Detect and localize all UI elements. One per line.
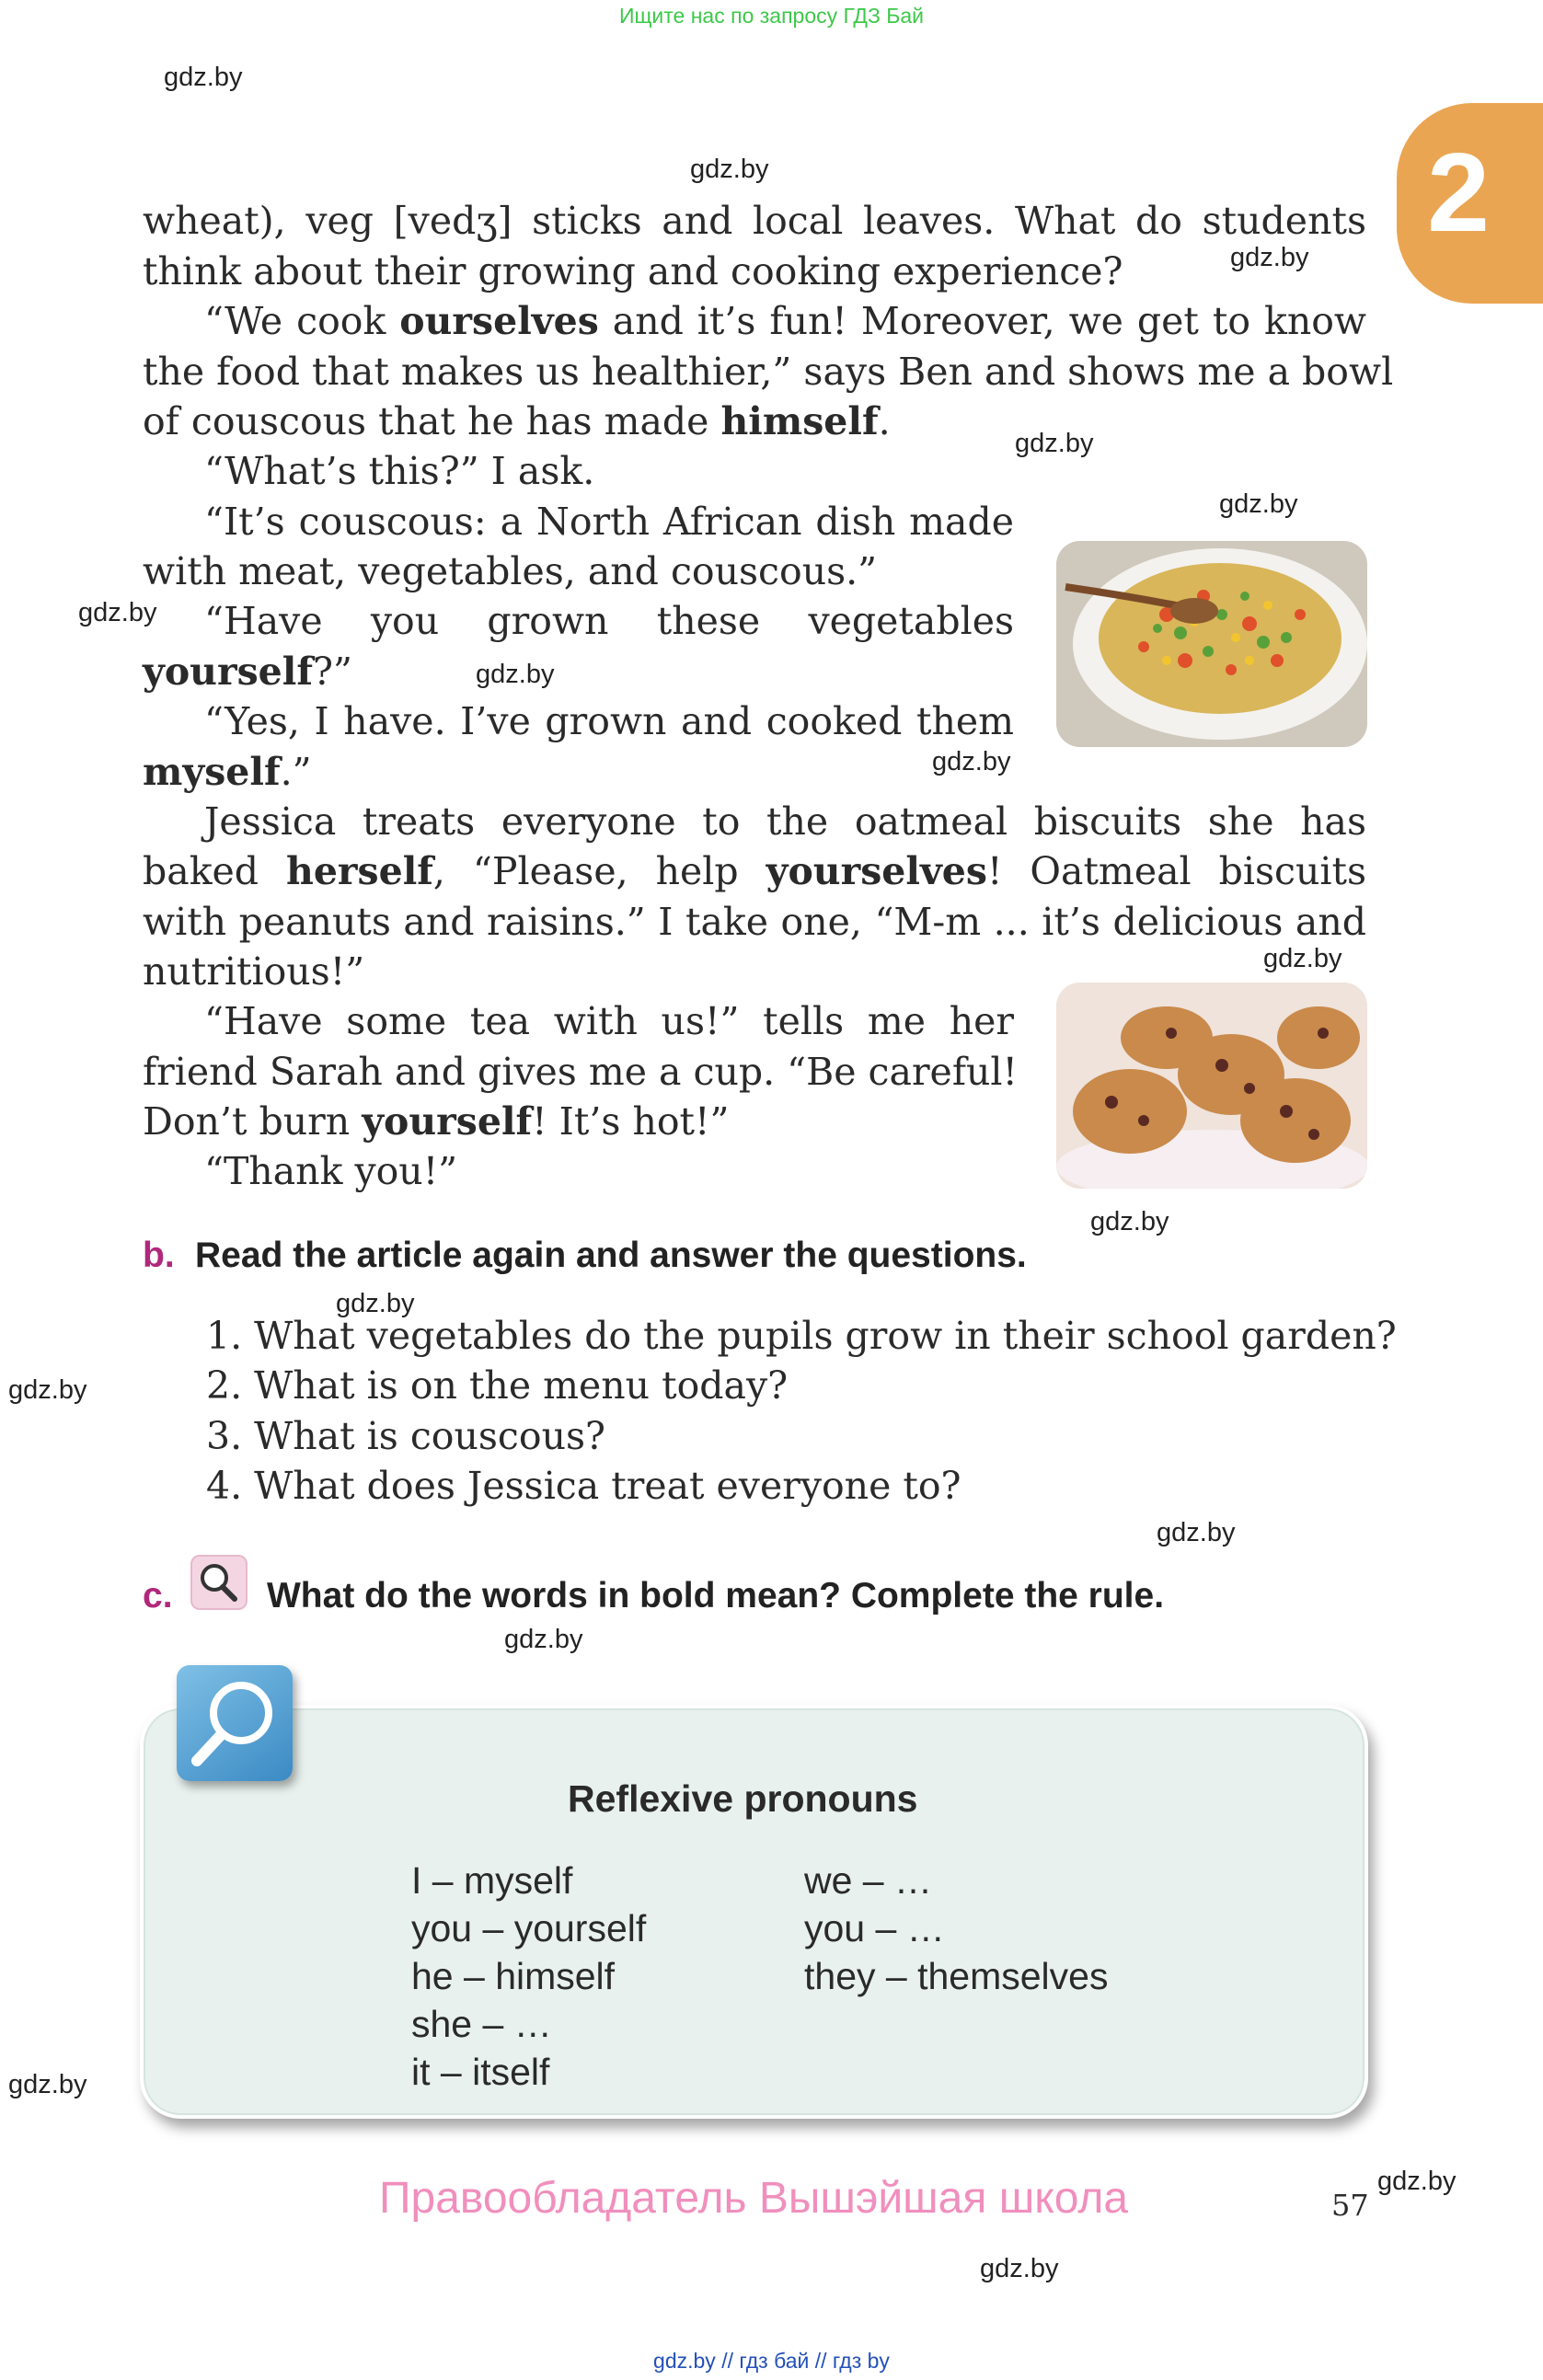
pronouns-left-column: [411, 1857, 646, 2096]
pronoun-row: she – …: [411, 2003, 552, 2045]
watermark: gdz.by: [336, 1289, 415, 1318]
article-line: Don’t burn yourself! It’s hot!”: [143, 1099, 730, 1144]
pronouns-right-column: [804, 1857, 1108, 2000]
watermark: gdz.by: [78, 598, 157, 627]
watermark: gdz.by: [1230, 243, 1309, 272]
article-line: “We cook ourselves and it’s fun! Moreover, we get to know: [204, 299, 1367, 343]
article-line: with meat, vegetables, and couscous.”: [143, 549, 878, 593]
article-line: “Yes, I have. I’ve grown and cooked them: [204, 699, 1014, 743]
watermark: gdz.by: [1219, 489, 1298, 519]
watermark: gdz.by: [932, 747, 1011, 776]
watermark: gdz.by: [1015, 429, 1094, 458]
copyright-text: Правообладатель Вышэйшая школа: [379, 2174, 1129, 2223]
rule-box: [140, 1705, 1368, 2119]
pronoun-row: we – …: [804, 1859, 932, 1902]
article-line: Jessica treats everyone to the oatmeal biscuits she has: [204, 799, 1366, 844]
pronoun-row: he – himself: [411, 1955, 616, 1997]
magnifier-icon: [177, 1665, 293, 1781]
watermark: gdz.by: [690, 155, 769, 184]
watermark: gdz.by: [1157, 1518, 1236, 1547]
top-banner[interactable]: Ищите нас по запросу ГДЗ Бай: [618, 4, 925, 28]
watermark: gdz.by: [8, 2070, 87, 2099]
article-line: “Have some tea with us!” tells me her: [204, 999, 1014, 1043]
article-line: baked herself, “Please, help yourselves! Oatmeal biscuits: [143, 849, 1367, 893]
article-line: “It’s couscous: a North African dish made: [204, 500, 1014, 544]
task-c-instruction: What do the words in bold mean? Complete the rule.: [267, 1576, 1165, 1615]
task-b-instruction: Read the article again and answer the questions.: [195, 1236, 1027, 1275]
question-1: 1. What vegetables do the pupils grow in their school garden?: [206, 1314, 1397, 1358]
pronoun-row: it – itself: [411, 2051, 550, 2093]
article-line: with peanuts and raisins.” I take one, “M-m ... it’s delicious and: [143, 900, 1366, 944]
rule-title: Reflexive pronouns: [568, 1777, 918, 1820]
article-line: friend Sarah and gives me a cup. “Be careful!: [143, 1050, 1018, 1094]
article-line: nutritious!”: [143, 949, 365, 994]
watermark: gdz.by: [164, 63, 243, 92]
article-line: wheat), veg [vedʒ] sticks and local leaves. What do students: [143, 199, 1366, 243]
article-line: “Have you grown these vegetables: [204, 599, 1014, 643]
watermark: gdz.by: [504, 1625, 583, 1654]
article-line: the food that makes us healthier,” says Ben and shows me a bowl: [143, 350, 1394, 394]
biscuits-photo: [1056, 983, 1367, 1189]
pronoun-row: I – myself: [411, 1859, 573, 1902]
question-3: 3. What is couscous?: [206, 1414, 606, 1458]
pronoun-row: you – …: [804, 1907, 945, 1949]
article-line: “What’s this?” I ask.: [204, 449, 595, 493]
pronoun-row: they – themselves: [804, 1955, 1109, 1997]
question-2: 2. What is on the menu today?: [206, 1363, 789, 1408]
task-b-letter: b.: [143, 1236, 175, 1275]
watermark: gdz.by: [1090, 1207, 1169, 1236]
watermark: gdz.by: [1377, 2167, 1457, 2196]
task-c-letter: c.: [143, 1576, 173, 1615]
unit-number: 2: [1427, 130, 1490, 255]
article-line: yourself?”: [143, 650, 352, 694]
watermark: gdz.by: [476, 660, 555, 689]
watermark: gdz.by: [8, 1375, 87, 1405]
page-number: 57: [1331, 2188, 1369, 2223]
article-line: myself.”: [143, 750, 312, 794]
watermark: gdz.by: [1263, 944, 1342, 973]
article-line: of couscous that he has made himself.: [143, 399, 891, 443]
article-line: “Thank you!”: [204, 1149, 458, 1193]
article-line: think about their growing and cooking experience?: [143, 249, 1123, 293]
couscous-photo: [1056, 541, 1367, 747]
question-4: 4. What does Jessica treat everyone to?: [206, 1464, 961, 1508]
magnifier-icon: [190, 1555, 248, 1610]
pronoun-row: you – yourself: [411, 1907, 647, 1949]
watermark: gdz.by: [980, 2254, 1059, 2283]
footer-links[interactable]: gdz.by // гдз бай // гдз by: [653, 2349, 890, 2373]
